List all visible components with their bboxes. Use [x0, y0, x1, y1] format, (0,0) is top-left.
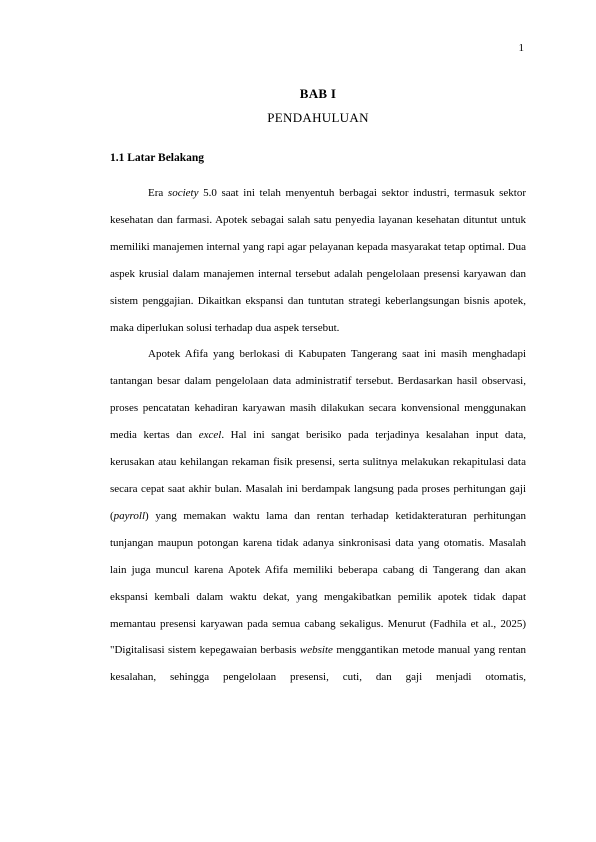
paragraph-2-italic-term-payroll: payroll — [113, 509, 146, 522]
paragraph-2-text-e: ) yang memakan waktu lama dan rentan terhadap ketidakteraturan perhitungan tunjangan maupun potongan karena tidak adanya sinkronisasi data yang otomatis. Masalah lain juga muncul karena Apotek Afifa memiliki beberapa cabang di Tangerang dan akan ekspansi kembali dalam waktu dekat, yang mengakibatkan pemilik apotek tidak dapat memantau presensi karyawan pada semua cabang sekaligus. Menurut (Fadhila et al., 2025) "Digitalisasi sistem kepegawaian berbasis — [110, 509, 526, 657]
paragraph-1-italic-term: society — [167, 187, 199, 199]
paragraph-2-text-a: Apotek Afifa yang berlokasi di Kabupaten Tangerang saat ini masih menghadapi tantangan besar dalam pengelolaan data administratif tersebut. Berdasarkan hasil observasi, proses pencatatan kehadiran karyawan masih dilakukan secara konvensional menggunakan media kertas dan — [110, 348, 526, 442]
paragraph-2 — [110, 341, 526, 691]
paragraph-1-text-a: Era — [148, 187, 168, 199]
paragraph-2-italic-term-excel: excel — [198, 429, 222, 442]
body-text — [110, 180, 526, 691]
paragraph-1-text-c: 5.0 saat ini telah menyentuh berbagai sektor industri, termasuk sektor kesehatan dan farmasi. Apotek sebagai salah satu penyedia layanan kesehatan dituntut untuk memiliki manajemen internal yang rapi agar pelayanan kepada masyarakat tetap optimal. Dua aspek krusial dalam manajemen internal tersebut adalah pengelolaan presensi karyawan dan sistem penggajian. Dikaitkan ekspansi dan tuntutan strategi keberlangsungan bisnis apotek, maka diperlukan solusi terhadap dua aspek tersebut. — [110, 187, 526, 334]
paragraph-2-italic-term-website: website — [299, 644, 333, 657]
paragraph-2-text-c: . Hal ini sangat berisiko pada terjadinya kesalahan input data, kerusakan atau kehilangan rekaman fisik presensi, serta sulitnya melakukan rekapitulasi data secara cepat saat akhir bulan. Masalah ini berdampak langsung pada proses perhitungan gaji ( — [110, 429, 527, 522]
chapter-title: PENDAHULUAN — [267, 110, 369, 125]
paragraph-1 — [110, 180, 526, 341]
chapter-number: BAB I — [299, 86, 337, 101]
page-number: 1 — [518, 42, 524, 54]
paragraph-2-text-g: menggantikan metode manual yang rentan kesalahan, sehingga pengelolaan presensi, cuti, dan gaji menjadi otomatis, — [110, 644, 527, 684]
section-heading: 1.1 Latar Belakang — [110, 152, 205, 164]
